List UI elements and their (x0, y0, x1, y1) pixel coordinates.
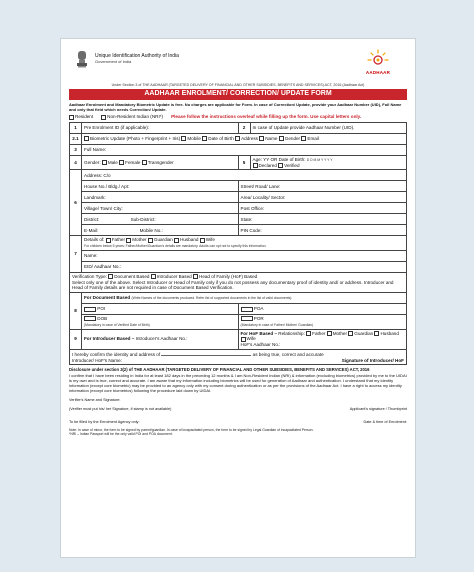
residency-row (69, 114, 407, 120)
opt-mobile[interactable]: Mobile (181, 136, 201, 141)
aadhaar-logo (357, 49, 399, 77)
relative-name-field[interactable]: Name: (82, 250, 407, 261)
pre-enrolment-id-field[interactable]: Pre Enrolment ID (if applicable): (82, 122, 239, 133)
relation-details: Details of: Father Mother Guardian Husband Wife For children below 5 years: Father/Mother/Guardian's details are mandatory. Adults can opt not to specify this information. (82, 236, 407, 250)
pin-code-field[interactable]: PIN Code: (238, 225, 407, 236)
state-field[interactable]: State: (238, 214, 407, 225)
enrolment-date-label: Date & time of Enrolment: (363, 419, 407, 424)
opt-dob[interactable]: Date of Birth (202, 136, 234, 141)
post-office-field[interactable]: Post Office: (238, 203, 407, 214)
opt-email[interactable]: Email (301, 136, 319, 141)
dob-declared[interactable]: Declared (253, 163, 277, 168)
free-note: Aadhaar Enrolment and Mandatory Biometric Update is free. No charges are applicable for Form. In case of Correction/ Update, provide your Aadhaar Number (UID), Full Name and only that field which needs Correction/ Update. (69, 102, 402, 113)
agency-label: To be filled by the Enrolment Agency only: (69, 419, 140, 424)
relation-note: For children below 5 years: Father/Mother/Guardian's details are mandatory. Adults can opt not to specify this information. (84, 244, 267, 249)
org-name: Unique Identification Authority of India (95, 53, 179, 59)
full-name-field[interactable]: Full Name: (82, 144, 407, 155)
hof-wife[interactable]: Wife (241, 336, 256, 341)
resident-option[interactable]: Resident (69, 114, 93, 120)
rel-husband[interactable]: Husband (174, 237, 198, 242)
village-field[interactable]: Village/ Town/ City: (82, 203, 239, 214)
org-subtitle: Government of India (95, 59, 132, 65)
resident-checkbox[interactable] (69, 115, 74, 120)
opt-address[interactable]: Address (235, 136, 258, 141)
hof-husband[interactable]: Husband (374, 331, 398, 336)
introducer-signature-label: Signature of Introducer/ HoF (341, 357, 404, 363)
disclosure (69, 367, 407, 392)
gender-male[interactable]: Male (102, 160, 118, 165)
row-9: 9 For Introducer Based – Introducer's Aadhaar No.: For HoF Based – Relationship: Father Mother Guardian Husband Wife HoF's Aadhaar No.: (70, 329, 407, 349)
nri-option[interactable]: Non-Resident Indian (NRI*) (101, 114, 163, 120)
verifier-row (69, 398, 407, 403)
rel-mother[interactable]: Mother (126, 237, 146, 242)
hof-father[interactable]: Father (306, 331, 325, 336)
logo-text: AADHAAR (365, 70, 391, 76)
email-field[interactable]: E-Mail: Mobile No.: (82, 225, 239, 236)
age-dob-field[interactable]: Age: YY OR Date of Birth: D D M M Y Y Y Y Declared Verified (250, 155, 407, 169)
verifier-seal-note: (Verifier must put his/ her Signature, if stamp is not available) (69, 407, 172, 412)
hof-guardian[interactable]: Guardian (348, 331, 373, 336)
opt-biometric[interactable]: Biometric Update (Photo + Fingerprint + Iris) (84, 136, 180, 141)
disclosure-heading: Disclosure under section 3(2) of THE AADHAAR (TARGETED DELIVERY OF FINANCIAL AND OTHER SUBSIDIES, BENEFITS AND SERVICES) ACT, 2016 (69, 367, 370, 373)
verif-document[interactable]: Document Based (108, 274, 149, 279)
form-header (69, 45, 407, 81)
row-7: 7 Details of: Father Mother Guardian Husband Wife For children below 5 years: Father/Mother/Guardian's details are mandatory. Adults can opt not to specify this information. (70, 236, 407, 250)
por-doc-field[interactable]: POR (Mandatory in case of Father/ Mother/ Guardian) (238, 315, 407, 329)
gender-transgender[interactable]: Transgender (142, 160, 174, 165)
landmark-field[interactable]: Landmark: (82, 192, 239, 203)
relative-eid-field[interactable]: EID/ Aadhaar No.: (82, 261, 407, 272)
hof-mother[interactable]: Mother (327, 331, 347, 336)
verification-note: Select only one of the above. Select Introducer or Head of Family only if you do not possess any documentary proof of identity and/ or address. Introducer and Head of Family details are not required in case of Document Based Verification. (72, 279, 394, 291)
verif-introducer[interactable]: Introducer Based (151, 274, 192, 279)
disclosure-body: I confirm that I have been residing in India for at least 182 days in the preceding 12 months & I am Non-Resident Indian (NRI) & information (excluding biometrics) provided by me to the UIDAI is my own and is true, correct and accurate. I am aware that my information including biometrics will be used for generation of Aadhaar and authentication. I understand that my identity information (except core biometric) may be provided to an agency only with my consent during authentication or as per the provisions of the Aadhaar Act. I have a right to access my identity information (except core biometrics) following the procedure laid down by UIDAI. (69, 372, 407, 393)
row-4-5: 4 Gender: Male Female Transgender 5 Age: YY OR Date of Birth: D D M M Y Y Y Y Declared Verified (70, 155, 407, 169)
confirm-row: I hereby confirm the identity and address of as being true, correct and accurate Introducer/ HoF's Name: Signature of Introducer/ HoF (70, 349, 407, 364)
poi-field[interactable]: POI (82, 304, 239, 315)
house-field[interactable]: House No./ Bldg./ Apt: (82, 181, 239, 192)
aadhaar-number-field[interactable]: In case of Update provide Aadhaar Number (UID). (250, 122, 407, 133)
opt-gender[interactable]: Gender (279, 136, 300, 141)
introducer-field[interactable]: For Introducer Based – Introducer's Aadhaar No.: (82, 329, 239, 349)
instruction-text: Please follow the instructions overleaf while filling up the form. Use capital letters only. (171, 114, 362, 120)
hof-field: For HoF Based – Relationship: Father Mother Guardian Husband Wife HoF's Aadhaar No.: (238, 329, 407, 349)
under-section-note: Under Section 3 of THE AADHAAR (TARGETED DELIVERY OF FINANCIAL AND OTHER SUBSIDIES, BENEFITS AND SERVICES) ACT, 2016 (Aadhaar Act) (111, 83, 365, 87)
confirm-name-line[interactable] (161, 351, 251, 356)
dob-verified[interactable]: Verified (278, 163, 299, 168)
nri-checkbox[interactable] (101, 115, 106, 120)
row-2-1: 2.1 Biometric Update (Photo + Fingerprint + Iris) Mobile Date of Birth Address Name Gender Email (70, 133, 407, 144)
verif-hof[interactable]: Head of Family (HoF) Based (193, 274, 257, 279)
update-fields (82, 133, 407, 144)
gender-field: Gender: Male Female Transgender (82, 155, 239, 169)
aadhaar-sun-icon (367, 49, 389, 67)
form-title: AADHAAR ENROLMENT/ CORRECTION/ UPDATE FORM (69, 89, 407, 100)
street-field[interactable]: Street/ Road/ Lane: (238, 181, 407, 192)
row-3: 3 Full Name: (70, 144, 407, 155)
applicant-signature-label: Applicant's signature / Thumbprint (349, 407, 407, 412)
introducer-name-label: Introducer/ HoF's Name: (72, 357, 122, 363)
form-page (60, 38, 416, 558)
district-field[interactable]: District: Sub-District: (82, 214, 239, 225)
national-emblem-icon (75, 49, 89, 69)
area-field[interactable]: Area/ Locality/ Sector: (238, 192, 407, 203)
gender-female[interactable]: Female (119, 160, 140, 165)
row-1: 1 Pre Enrolment ID (if applicable): 2 In case of Update provide Aadhaar Number (UID). (70, 122, 407, 133)
verification-row: Verification Type: Document Based Introducer Based Head of Family (HoF) Based Select only one of the above. Select Introducer or Head of Family only if you do not possess any documentary proof of identity and/ or address. Introducer and Head of Family details are not required in case of Document Based Verification. (70, 272, 407, 292)
form-table (69, 122, 407, 365)
rel-wife[interactable]: Wife (200, 237, 215, 242)
row-8: 8 For Document Based (Write Names of the documents produced. Refer list of supported documents in the list of valid documents) (70, 293, 407, 304)
row-6-address: 6 Address: C/o (70, 170, 407, 181)
verifier-label: Verifier's Name and Signature: (69, 397, 121, 402)
opt-name[interactable]: Name (259, 136, 277, 141)
rel-guardian[interactable]: Guardian (148, 237, 173, 242)
address-co-field[interactable]: Address: C/o (82, 170, 407, 181)
rel-father[interactable]: Father (106, 237, 125, 242)
dob-doc-field[interactable]: DOB (Mandatory in case of Verified Date of Birth) (82, 315, 239, 329)
poa-field[interactable]: POA (238, 304, 407, 315)
footer-notes: Note: In case of minor, the form to be signed by parent/guardian. In case of incapacitated person, the form to be signed by Legal Guardian of incapacitated Person. *NRI – Indian Passport will be the only valid POI and POA document. (69, 427, 314, 436)
